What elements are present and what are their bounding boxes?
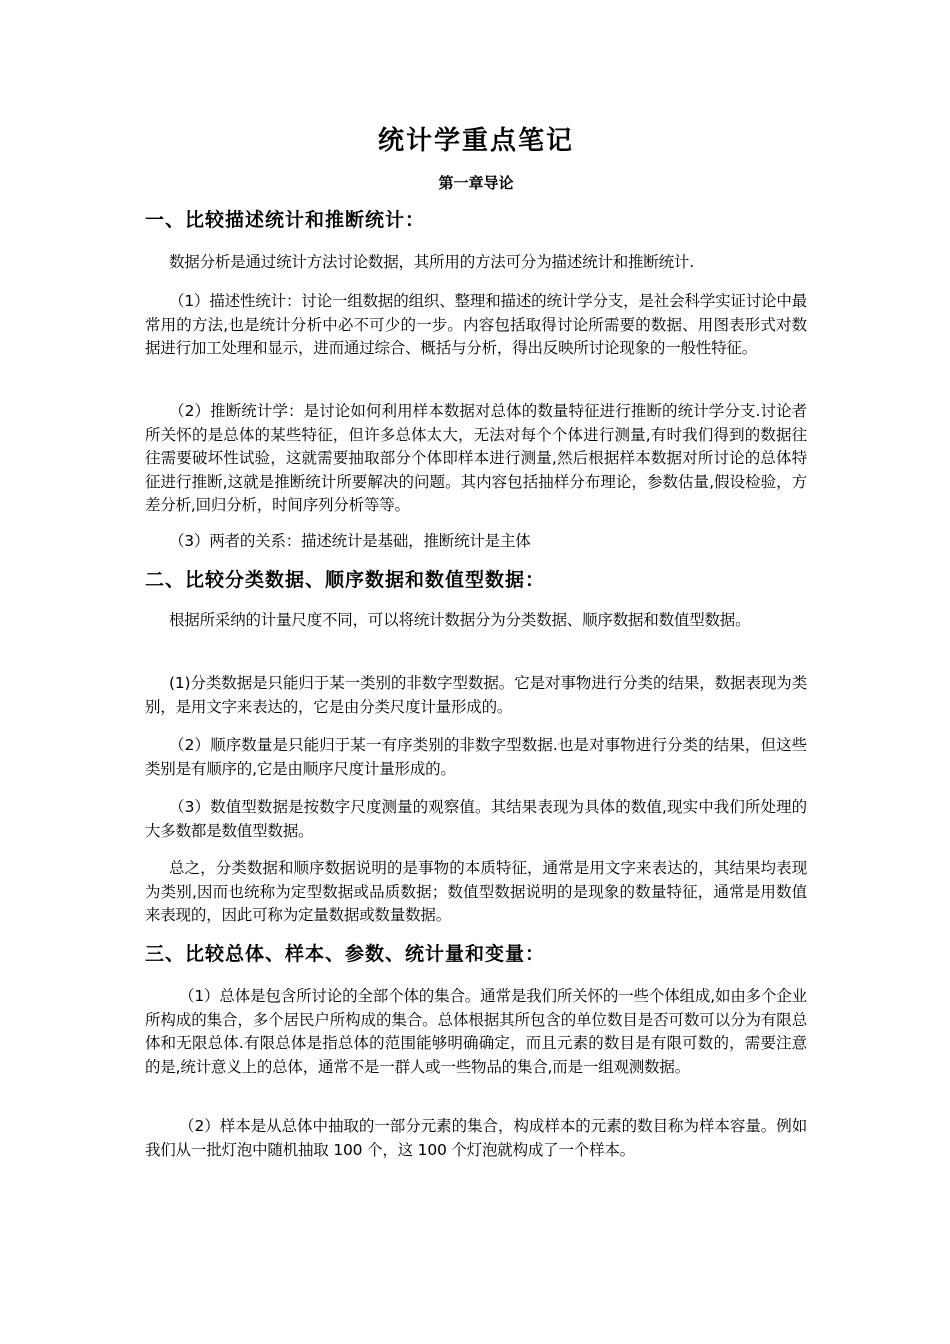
- paragraph: 数据分析是通过统计方法讨论数据，其所用的方法可分为描述统计和推断统计.: [169, 253, 694, 271]
- paragraph: 总之，分类数据和顺序数据说明的是事物的本质特征，通常是用文字来表达的，其结果均表现为类别,因而也统称为定型数据或品质数据；数值型数据说明的是现象的数量特征，通常是用数值来表现的，因此可称为定量数据或数量数据。: [145, 859, 807, 924]
- paragraph: （2）顺序数量是只能归于某一有序类别的非数字型数据.也是对事物进行分类的结果，但这些类别是有顺序的,它是由顺序尺度计量形成的。: [145, 736, 807, 778]
- document-title: 统计学重点笔记: [377, 126, 574, 156]
- paragraph: （3）两者的关系：描述统计是基础，推断统计是主体: [169, 532, 531, 550]
- paragraph: （1）描述性统计：讨论一组数据的组织、整理和描述的统计学分支，是社会科学实证讨论中最常用的方法,也是统计分析中必不可少的一步。内容包括取得讨论所需要的数据、用图表形式对数据进行加工处理和显示，进而通过综合、概括与分析，得出反映所讨论现象的一般性特征。: [145, 292, 807, 357]
- paragraph: （2）推断统计学：是讨论如何利用样本数据对总体的数量特征进行推断的统计学分支.讨论者所关怀的是总体的某些特征，但许多总体太大，无法对每个个体进行测量,有时我们得到的数据往往需要破坏性试验，这就需要抽取部分个体即样本进行测量,然后根据样本数据对所讨论的总体特征进行推断,这就是推断统计所要解决的问题。其内容包括抽样分布理论，参数估量,假设检验，方差分析,回归分析，时间序列分析等等。: [145, 402, 807, 514]
- paragraph: 根据所采纳的计量尺度不同，可以将统计数据分为分类数据、顺序数据和数值型数据。: [169, 611, 751, 629]
- section-heading: 三、比较总体、样本、参数、统计量和变量：: [145, 943, 546, 965]
- paragraph: （1）总体是包含所讨论的全部个体的集合。通常是我们所关怀的一些个体组成,如由多个企业所构成的集合，多个居民户所构成的集合。总体根据其所包含的单位数目是否可数可以分为有限总体和无限总体.有限总体是指总体的范围能够明确确定，而且元素的数目是有限可数的，需要注意的是,统计意义上的总体，通常不是一群人或一些物品的集合,而是一组观测数据。: [145, 987, 807, 1076]
- paragraph: （3）数值型数据是按数字尺度测量的观察值。其结果表现为具体的数值,现实中我们所处理的大多数都是数值型数据。: [145, 798, 807, 840]
- paragraph: （2）样本是从总体中抽取的一部分元素的集合，构成样本的元素的数目称为样本容量。例如我们从一批灯泡中随机抽取 100 个，这 100 个灯泡就构成了一个样本。: [145, 1117, 807, 1159]
- chapter-title: 第一章导论: [438, 174, 514, 192]
- section-heading: 二、比较分类数据、顺序数据和数值型数据：: [145, 569, 546, 591]
- document-page: [145, 0, 807, 1344]
- paragraph: (1)分类数据是只能归于某一类别的非数字型数据。它是对事物进行分类的结果，数据表现为类别，是用文字来表达的，它是由分类尺度计量形成的。: [145, 674, 807, 716]
- section-heading: 一、比较描述统计和推断统计：: [145, 209, 426, 231]
